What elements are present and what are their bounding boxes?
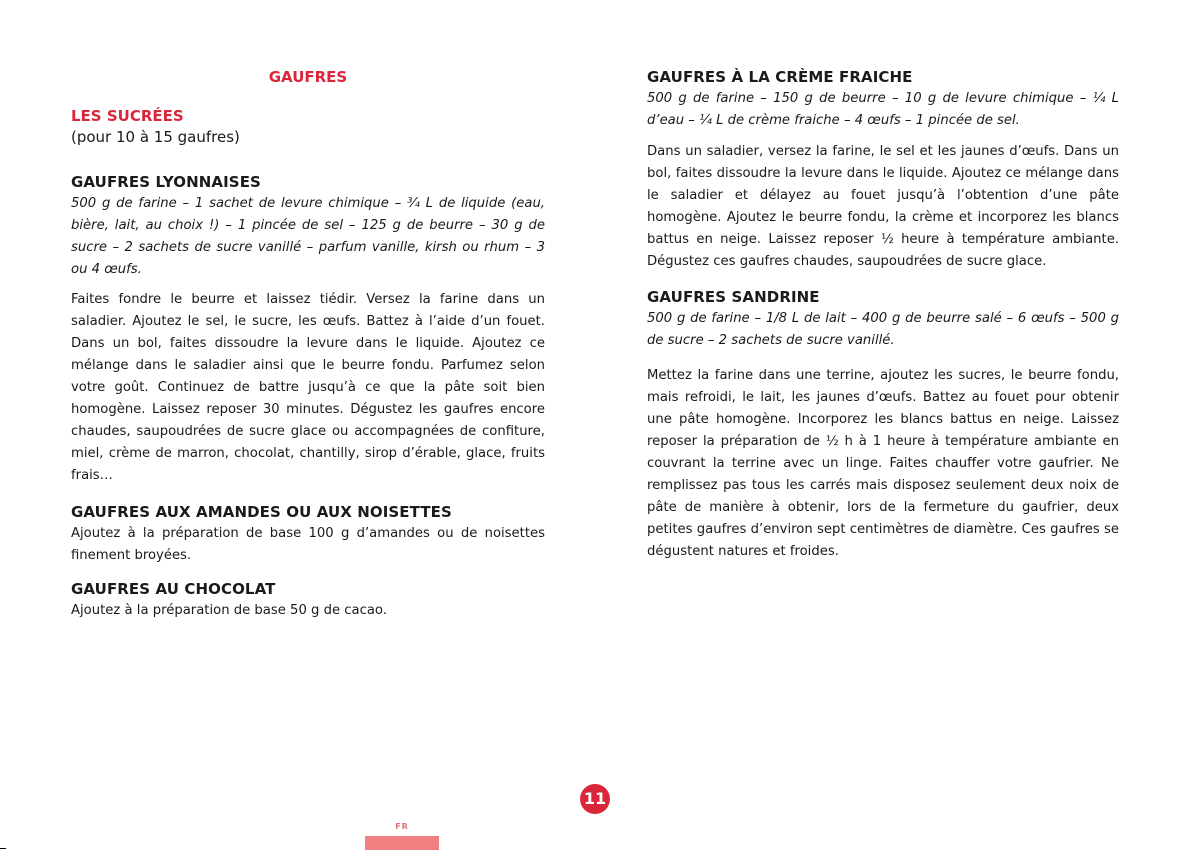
- recipe-title: GAUFRES LYONNAISES: [71, 173, 261, 191]
- page-number-badge: 11: [580, 784, 610, 814]
- recipe-method: Faites fondre le beurre et laissez tiédir. Versez la farine dans un saladier. Ajoutez le sel, le sucre, les œufs. Battez à l’aide d’un fouet. Dans un bol, faites dissoudre la levure dans le liquide. Ajoutez ce mélange dans le saladier ainsi que le beurre fondu. Parfumez selon votre goût. Continuez de battre jusqu’à ce que la pâte soit bien homogène. Laissez reposer 30 minutes. Dégustez les gaufres encore chaudes, saupoudrées de sucre glace ou accompagnées de confiture, miel, crème de marron, chocolat, chantilly, sirop d’érable, glace, fruits frais…: [71, 292, 545, 483]
- recipe-title: GAUFRES AUX AMANDES OU AUX NOISETTES: [71, 503, 452, 521]
- recipe-ingredients: 500 g de farine – 1/8 L de lait – 400 g de beurre salé – 6 œufs – 500 g de sucre – 2 sachets de sucre vanillé.: [647, 311, 1119, 348]
- recipe-ingredients: 500 g de farine – 1 sachet de levure chimique – ¾ L de liquide (eau, bière, lait, au choix !) – 1 pincée de sel – 125 g de beurre – 30 g de sucre – 2 sachets de sucre vanillé – parfum vanille, kirsh ou rhum – 3 ou 4 œufs.: [71, 196, 545, 277]
- recipe-title: GAUFRES AU CHOCOLAT: [71, 580, 276, 598]
- recipe-method: Mettez la farine dans une terrine, ajoutez les sucres, le beurre fondu, mais refroidi, le lait, les jaunes d’œufs. Battez au fouet pour obtenir une pâte homogène. Incorporez les blancs battus en neige. Laissez reposer la préparation de ½ h à 1 heure à température ambiante en couvrant la terrine avec un linge. Faites chauffer votre gaufrier. Ne remplissez pas tous les carrés mais disposez seulement deux noix de pâte de manière à obtenir, lors de la fermeture du gaufrier, deux petites gaufres d’environ sept centimètres de diamètre. Ces gaufres se dégustent natures et froides.: [647, 368, 1119, 559]
- recipe-lyonnaises: [71, 173, 545, 487]
- recipe-method: Ajoutez à la préparation de base 50 g de cacao.: [71, 603, 387, 618]
- crop-mark: [0, 848, 6, 849]
- recipe-creme-fraiche: [647, 68, 1119, 273]
- recipe-ingredients: 500 g de farine – 150 g de beurre – 10 g de levure chimique – ¼ L d’eau – ¼ L de crème fraiche – 4 œufs – 1 pincée de sel.: [647, 91, 1119, 128]
- servings-note: (pour 10 à 15 gaufres): [71, 128, 240, 146]
- recipe-title: GAUFRES SANDRINE: [647, 288, 820, 306]
- recipe-chocolat: [71, 580, 545, 622]
- language-label: FR: [395, 822, 409, 831]
- recipe-sandrine: [647, 288, 1119, 563]
- recipe-amandes: [71, 503, 545, 567]
- recipe-method: Ajoutez à la préparation de base 100 g d’amandes ou de noisettes finement broyées.: [71, 526, 545, 563]
- category-title: LES SUCRÉES: [71, 107, 184, 125]
- recipe-method: Dans un saladier, versez la farine, le sel et les jaunes d’œufs. Dans un bol, faites dissoudre la levure dans le liquide. Ajoutez ce mélange dans le saladier et délayez au fouet jusqu’à l’obtention d’une pâte homogène. Ajoutez le beurre fondu, la crème et incorporez les blancs battus en neige. Laissez reposer ½ heure à température ambiante. Dégustez ces gaufres chaudes, saupoudrées de sucre glace.: [647, 144, 1119, 269]
- recipe-title: GAUFRES À LA CRÈME FRAICHE: [647, 68, 913, 86]
- page-title: GAUFRES: [268, 68, 348, 86]
- language-tab-bar: [365, 836, 439, 850]
